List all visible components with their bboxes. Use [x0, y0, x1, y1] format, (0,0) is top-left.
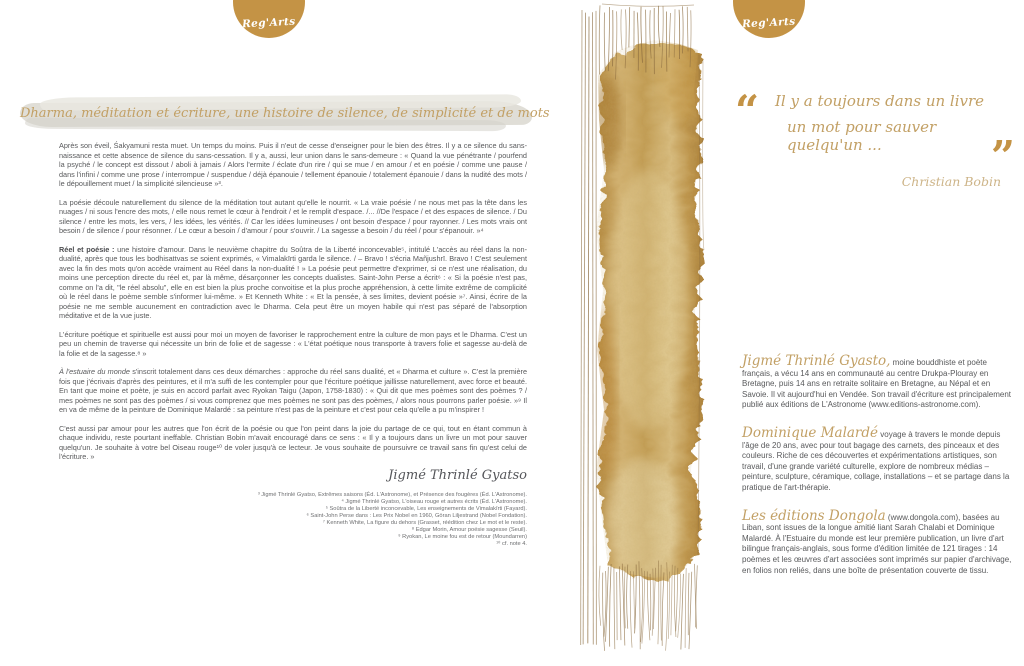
footnotes [59, 492, 527, 548]
bio-jigme-thrinle-gyasto [742, 353, 1014, 411]
author-signature: Jigmé Thrinlé Gyatso [388, 467, 527, 483]
paragraph-text: La poésie découle naturellement du silence de la méditation tout autant qu'elle le nourrit. « La vraie poésie / ne nous met pas la tête dans les nuages / ni sous l'encre des mots, / elle nous remet le cœur à l'endroit / et le remplit d'espace. /... //De l'espace / et des espaces de silence. / Du silence / entre les mots, les vers, / les idées, les vérités. // Car les idées lumineuses / ont besoin d'espace / pour rayonner. / Les mots vrais ont besoin / de silence / pour résonner. / Le cœur a besoin / d'amour / pour s'ouvrir. / La sagesse a besoin / du réel / pour s'épanouir. »⁴ [59, 197, 527, 235]
bio-text: voyage à travers le monde depuis l'âge de 20 ans, avec pour tout bagage des carnets, des pinceaux et des couleurs. Riche de ces découvertes et expérimentations artistiques, son travail, d'une grande variété culturelle, explore de nombreux médias – peinture, sculpture, céramique, collage, installations – et se partage dans la pratique de l'art-thérapie. [742, 429, 1010, 492]
open-quote-icon: “ [735, 86, 760, 135]
paragraph-text: Après son éveil, Śakyamuni resta muet. Un temps du moins. Puis il n'eut de cesse d'enseigner pour le bien des êtres. Il y a ce silence du sans-naissance et cette absence de silence du sans-cessation. Il y a, aussi, leur union dans le sans-demeure : « Quand la vue pénétrante / pourfend la psyché / le concept est dissout / aboli à jamais / Alors l'ermite / éclate d'un rire / qui se mue / en amour / et en poésie / comme une pause / dans l'infini / comme une prose / interrompue / suspendue / déjà épanouie / tellement épanouie / totalement épanouie / dans la nudité des mots / le dépouillement muet / la simplicité silencieuse »³. [59, 141, 527, 188]
pull-quote [735, 86, 1015, 189]
footnote: ⁹ Ryokan, Le moine fou est de retour (Moundarren) [398, 534, 527, 540]
footnote: ⁷ Kenneth White, La figure du dehors (Grasset, réédition chez Le mot et le reste). [322, 520, 527, 526]
regarts-logo-badge [233, 0, 305, 38]
artwork-gold-textile [560, 0, 735, 666]
close-quote-icon: ” [990, 132, 1015, 181]
regarts-logo-badge [733, 0, 805, 38]
quote-text [735, 86, 1015, 154]
footnote: ⁴ Jigmé Thrinlé Gyatso, L'oiseau rouge et autres écrits (Éd. L'Astronome). [341, 499, 527, 505]
bio-dominique-malarde [742, 424, 1014, 494]
bio-name: Jigmé Thrinlé Gyasto, [742, 353, 891, 369]
quote-attribution: Christian Bobin [901, 174, 1001, 189]
paragraph-text: une histoire d'amour. Dans le neuvième chapitre du Soûtra de la Liberté inconcevable⁵, intitulé L'accès au réel dans la non-dualité, après que tous les bodhisattvas se soient exprimés, « Vimalakīrti garda le silence. / – Bravo ! s'écria Mañjushrī. Bravo ! C'est seulement avec la fin des mots qu'on accède vraiment au Réel dans la non-dualité ! » La poésie peut permettre d'exprimer, si ce n'est une réalisation, du moins une perception directe du réel et, par là même, désarçonner les concepts dualistes. Saint-John Perse a écrit⁶ : « Si la poésie n'est pas, comme on l'a dit, "le réel absolu", elle en est bien la plus proche convoitise et la plus proche appréhension, à cette limite extrême de complicité où le réel dans le poème semble s'informer lui-même. » Et Kenneth White : « Et la pensée, à ses limites, devient poésie »⁷. Ainsi, écrire de la poésie ne me semble aucunement en contradiction avec le Dharma. Cela peut être un moyen habile qui n'est pas séparé de l'absorption méditative et de la vue juste. [59, 244, 528, 320]
paragraph-text: C'est aussi par amour pour les autres que l'on écrit de la poésie ou que l'on peint dans la joie du partage de ce qui, tout en étant commun à chaque individu, reste pourtant ineffable. Christian Bobin m'avait encouragé dans ce sens : « Il y a toujours dans un livre un mot pour sauver quelqu'un. Je souhaite à votre bel Oiseau rouge¹⁰ de voler jusqu'à ce lecteur. Je vous souhaite de poursuivre ce travail sans fin qu'est celui de l'écriture. » [59, 423, 527, 461]
regarts-logo-text: Reg'Arts [741, 15, 797, 31]
article-paragraph [59, 141, 527, 189]
bio-name: Les éditions Dongola [742, 507, 886, 524]
footnote: ³ Jigmé Thrinlé Gyatso, Extrêmes saisons (Éd. L'Astronome), et Présence des fougères (Éd. L'Astronome). [257, 492, 527, 498]
page-title: Dharma, méditation et écriture, une histoire de silence, de simplicité et de mots [20, 106, 550, 121]
bio-editions-dongola [742, 507, 1014, 577]
paragraph-text: s'inscrit totalement dans ces deux démarches : approche du réel sans dualité, et « Dharma et culture ». C'est la première fois que j'écrivais d'après des peintures, et il m'a suffi de les contempler pour que l'écriture poétique jaillisse naturellement, avec force et beauté. En tant que moine et poète, je suis en accord parfait avec Ryokan Taigu (Japon, 1758-1830) : « Qui dit que mes poèmes sont des poèmes ? / mes poèmes ne sont pas des poèmes / si vous comprenez que mes poèmes ne sont pas des poèmes, / alors nous pourrons parler poésie. »⁹ Il en va de même de la peinture de Dominique Malardé : sa peinture n'est pas de la peinture et c'est pour cela qu'elle a pu m'inspirer ! [59, 367, 528, 414]
footnote: ¹⁰ cf. note 4. [496, 541, 527, 547]
footnote: ⁵ Soûtra de la Liberté inconcevable, Les enseignements de Vimalakīrti (Fayard). [325, 506, 527, 512]
paragraph-lead: À l'estuaire du monde [59, 367, 130, 376]
quote-line-2: un mot pour sauver quelqu'un ... [787, 118, 937, 154]
footnote: ⁶ Saint-John Perse dans : Les Prix Nobel en 1960, Göran Liljestrand (Nobel Fondation). [306, 513, 527, 519]
regarts-logo-text: Reg'Arts [241, 15, 297, 31]
contributor-bios [742, 353, 1014, 593]
article-paragraph [59, 424, 527, 462]
footnote: ⁸ Edgar Morin, Amour poésie sagesse (Seuil). [411, 527, 527, 533]
title-banner [20, 94, 550, 134]
article-paragraph [59, 198, 527, 236]
bio-name: Dominique Malardé [742, 424, 879, 441]
article-paragraph [59, 245, 527, 321]
bio-text: moine bouddhiste et poète français, a vécu 14 ans en communauté au centre Drukpa-Plouray en Bretagne, puis 14 ans en retraite solitaire en Bretagne, au Népal et en Savoie. Il vit aujourd'hui en Vendée. Son travail d'écriture est principalement publié aux éditions de L'Astronome (www.editions-astronome.com). [742, 358, 1011, 410]
paragraph-lead: Réel et poésie : [59, 244, 115, 254]
bio-text: (www.dongola.com), basées au Liban, sont issues de la longue amitié liant Sarah Chalabi et Dominique Malardé. À l'Estuaire du monde est leur première publication, un livre d'art bilingue français-anglais, sous forme d'édition limitée de 121 tirages : 14 poèmes et les œuvres d'art associées sont imprimés sur papier d'archivage, en folios non reliés, dans une boîte de présentation couverte de tissu. [742, 512, 1012, 575]
article-body [59, 141, 527, 548]
article-paragraph [59, 367, 527, 415]
quote-line-1: Il y a toujours dans un livre [775, 92, 985, 110]
paragraph-text: L'écriture poétique et spirituelle est aussi pour moi un moyen de favoriser le rapprochement entre la culture de mon pays et le Dharma. C'est un peu un chemin de traverse qui nécessite un brin de folie et de sagesse : « L'état poétique nous transporte à travers folie et sagesse au-delà de la folie et de la sagesse.⁸ » [59, 329, 527, 358]
article-paragraph [59, 330, 527, 359]
